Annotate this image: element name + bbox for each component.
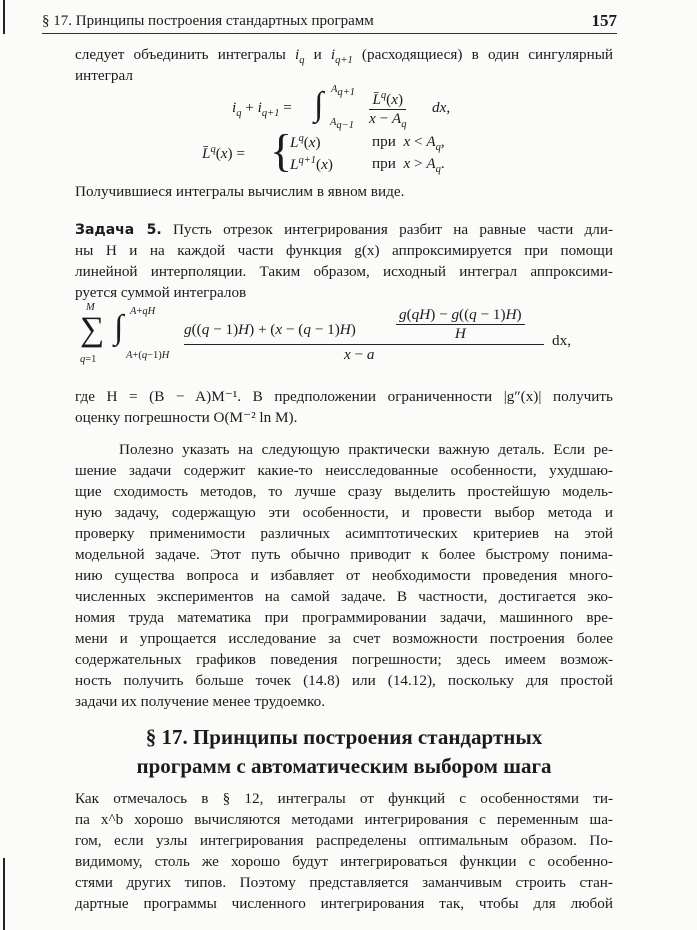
text-line: интеграл <box>75 67 133 84</box>
section-title: программ с автоматическим выбором шага <box>136 754 552 778</box>
task-line: ны H и на каждой части функция g(x) аппроксимируется при помощи <box>75 242 613 259</box>
task-line: Задача 5. Пусть отрезок интегрирования разбит на равные части дли- <box>75 221 614 238</box>
formula-cases: L̄$^q$(x) = { $L^q(x)$ $L^{q+1}(x)$ при $x < A_q$, при $x > A_q$. <box>202 125 445 176</box>
task-line: где H = (B − A)M⁻¹. В предположении ограниченности |g″(x)| получить <box>75 388 613 405</box>
page-number: 157 <box>591 11 617 30</box>
paragraph-line: задачи их получение менее трудоемко. <box>75 693 326 710</box>
section-title: § 17. Принципы построения стандартных <box>145 725 543 749</box>
paragraph-line: ную задачу, содержащую эти особенности, и провести выбор метода и <box>75 504 613 521</box>
section-text-line: гом, если узлы интегрирования распределены оптимальным образом. По- <box>75 832 613 849</box>
task-label: Задача 5. <box>75 222 162 238</box>
paragraph-line: мени и упрощается исследование за счет возможности построения более <box>75 630 613 647</box>
paragraph-line: номия труда математика при программировании задачи, машинного вре- <box>75 609 613 626</box>
paragraph-line: Полезно указать на следующую практически важную деталь. Если ре- <box>119 441 613 458</box>
task-line: оценку погрешности O(M⁻² ln M). <box>75 409 298 426</box>
scan-edge-mark <box>3 858 5 930</box>
section-text-line: дартные программы численного интегрирования так, чтобы для любой <box>75 895 613 912</box>
formula-sum-integrals: M ∑ q=1 ∫ A+qH A+(q−1)H g((q − 1)H) + (x − (q − 1)H) $\frac{g(qH) - g((q - 1)H)}{H}$ x − a dx, <box>80 302 571 365</box>
section-text-line: видимому, столь же хорошо будут интегрироваться функции с особенно- <box>75 853 613 870</box>
text-line: следует объединить интегралы $i_q$ и $i_{q+1}$ (расходящиеся) в один сингулярный <box>75 46 614 67</box>
paragraph-line: щие сходимость методов, то лучше сразу выделить простейшую модель- <box>75 483 613 500</box>
section-text-line: Как отмечалось в § 12, интегралы от функций с особенностями ти- <box>75 790 613 807</box>
paragraph-line: численных экспериментов на самой задаче. В частности, достигается эко- <box>75 588 613 605</box>
paragraph-line: проверку применимости различных асимптотических критериев на этой <box>75 525 613 542</box>
paragraph-line: содержательных графиков поведения погрешности; здесь имеем возмож- <box>75 651 613 668</box>
paragraph-line: нию существа вопроса и избавляет от необходимости проведения много- <box>75 567 613 584</box>
math-inline: $i_{q+1}$ <box>330 46 353 67</box>
task-line: руется суммой интегралов <box>75 284 247 301</box>
task-line: линейной интерполяции. Таким образом, исходный интеграл аппроксими- <box>75 263 613 280</box>
math-inline: $i_q$ <box>294 46 305 67</box>
running-header <box>42 9 617 34</box>
section-text-line: па x^b хорошо вычисляются методами интегрирования с переменным ша- <box>75 811 613 828</box>
paragraph-line: модельной задаче. Этот путь обычно приводит к более быстрому понима- <box>75 546 613 563</box>
text-line: Получившиеся интегралы вычислим в явном виде. <box>75 183 405 200</box>
scan-edge-mark <box>3 0 5 34</box>
section-text-line: стями других типов. Поэтому представляется заманчивым строить стан- <box>75 874 613 891</box>
running-title: § 17. Принципы построения стандартных программ <box>42 13 374 29</box>
paragraph-line: ность получить больше точек (14.8) или (14.12), поскольку для простой <box>75 672 613 689</box>
paragraph-line: шение задачи содержит какие-то неисследованные особенности, ухудшаю- <box>75 462 613 479</box>
